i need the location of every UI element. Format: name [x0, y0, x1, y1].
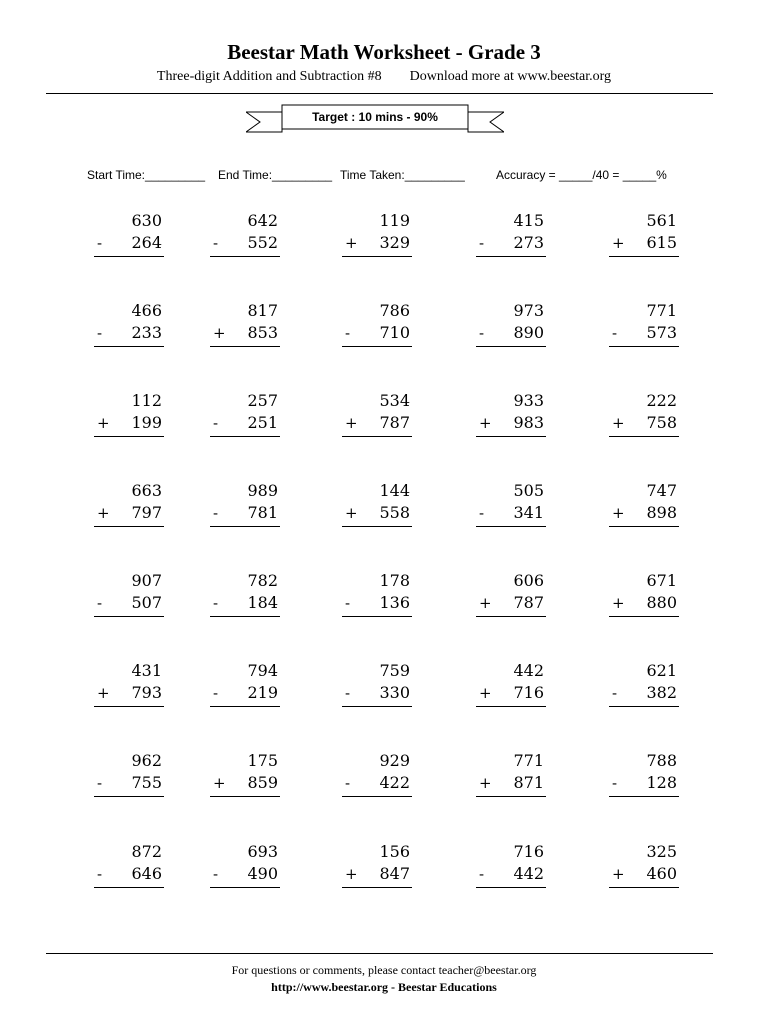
problem-bottom-number: 507: [131, 593, 162, 612]
answer-line: [94, 526, 164, 527]
problem-top-number: 973: [513, 301, 544, 320]
problem-top-number: 663: [131, 481, 162, 500]
problem: [94, 481, 164, 529]
answer-line: [609, 796, 679, 797]
problem-operator: -: [213, 504, 219, 522]
problem-top-number: 415: [513, 211, 544, 230]
problem-top-number: 933: [513, 391, 544, 410]
problem-bottom-number: 983: [513, 413, 544, 432]
answer-line: [342, 256, 412, 257]
answer-line: [476, 887, 546, 888]
problem-top-number: 872: [131, 842, 162, 861]
problem-top-number: 788: [646, 751, 677, 770]
answer-line: [342, 526, 412, 527]
answer-line: [210, 256, 280, 257]
answer-line: [476, 526, 546, 527]
problem-top-number: 466: [131, 301, 162, 320]
answer-line: [94, 887, 164, 888]
problem: [342, 481, 412, 529]
problem: [476, 211, 546, 259]
problem-bottom-number: 755: [131, 773, 162, 792]
problem-top-number: 907: [131, 571, 162, 590]
problem-top-number: 621: [646, 661, 677, 680]
answer-line: [210, 526, 280, 527]
problem-bottom-number: 615: [646, 233, 677, 252]
answer-line: [476, 436, 546, 437]
problem-bottom-number: 136: [379, 593, 410, 612]
problem-operator: -: [97, 594, 103, 612]
problem-top-number: 929: [379, 751, 410, 770]
answer-line: [609, 887, 679, 888]
problem-bottom-number: 871: [513, 773, 544, 792]
answer-line: [210, 346, 280, 347]
problem-bottom-number: 797: [131, 503, 162, 522]
answer-line: [609, 256, 679, 257]
problem-operator: +: [213, 324, 226, 342]
answer-line: [210, 436, 280, 437]
problem: [210, 391, 280, 439]
problem-operator: -: [345, 594, 351, 612]
problem-bottom-number: 460: [646, 864, 677, 883]
problem-operator: -: [612, 684, 618, 702]
problem-bottom-number: 490: [247, 864, 278, 883]
problem-operator: +: [345, 504, 358, 522]
problem: [476, 751, 546, 799]
problem: [210, 571, 280, 619]
answer-line: [476, 346, 546, 347]
problem: [342, 661, 412, 709]
problem-top-number: 442: [513, 661, 544, 680]
problem-operator: +: [479, 414, 492, 432]
problem: [476, 842, 546, 890]
problem: [210, 751, 280, 799]
problem-bottom-number: 219: [247, 683, 278, 702]
problem: [342, 211, 412, 259]
problem: [94, 301, 164, 349]
answer-line: [476, 256, 546, 257]
problem-top-number: 794: [247, 661, 278, 680]
answer-line: [476, 796, 546, 797]
start-time-field: Start Time:_________: [87, 168, 206, 182]
problem-top-number: 534: [379, 391, 410, 410]
problem-operator: -: [213, 234, 219, 252]
problem-operator: +: [97, 414, 110, 432]
problem-operator: -: [213, 414, 219, 432]
problem-bottom-number: 184: [247, 593, 278, 612]
problem-bottom-number: 787: [513, 593, 544, 612]
answer-line: [94, 706, 164, 707]
answer-line: [342, 346, 412, 347]
problem-bottom-number: 442: [513, 864, 544, 883]
problem-operator: -: [612, 774, 618, 792]
problem-operator: -: [213, 865, 219, 883]
problem-bottom-number: 646: [131, 864, 162, 883]
problem-top-number: 431: [131, 661, 162, 680]
problem-top-number: 112: [131, 391, 162, 410]
problem-operator: +: [97, 504, 110, 522]
answer-line: [94, 436, 164, 437]
answer-line: [210, 796, 280, 797]
problem-top-number: 119: [379, 211, 410, 230]
problem: [609, 391, 679, 439]
problem-bottom-number: 251: [247, 413, 278, 432]
problem: [609, 571, 679, 619]
problem-top-number: 747: [646, 481, 677, 500]
accuracy-field: Accuracy = _____/40 = _____%: [496, 168, 667, 182]
problem: [609, 301, 679, 349]
problem-operator: +: [479, 684, 492, 702]
problem-top-number: 771: [513, 751, 544, 770]
problem-operator: +: [612, 414, 625, 432]
problem: [94, 211, 164, 259]
problem-operator: +: [345, 414, 358, 432]
problem-operator: -: [479, 234, 485, 252]
problem: [609, 211, 679, 259]
problem: [342, 301, 412, 349]
problem-top-number: 178: [379, 571, 410, 590]
problem: [609, 661, 679, 709]
problem-top-number: 759: [379, 661, 410, 680]
problem-bottom-number: 787: [379, 413, 410, 432]
header-divider: [46, 93, 713, 94]
problem: [94, 571, 164, 619]
answer-line: [476, 616, 546, 617]
answer-line: [342, 436, 412, 437]
worksheet-title: Beestar Math Worksheet - Grade 3: [227, 40, 541, 64]
problem-top-number: 782: [247, 571, 278, 590]
answer-line: [609, 526, 679, 527]
problem-operator: +: [345, 865, 358, 883]
problem-operator: +: [345, 234, 358, 252]
answer-line: [342, 616, 412, 617]
problem-top-number: 222: [646, 391, 677, 410]
problem-operator: -: [479, 504, 485, 522]
problem-bottom-number: 859: [247, 773, 278, 792]
problem-top-number: 505: [513, 481, 544, 500]
answer-line: [210, 887, 280, 888]
problem-bottom-number: 880: [646, 593, 677, 612]
problem-operator: -: [213, 684, 219, 702]
problem: [210, 301, 280, 349]
problem-bottom-number: 382: [646, 683, 677, 702]
problem-bottom-number: 128: [646, 773, 677, 792]
problem-top-number: 175: [247, 751, 278, 770]
answer-line: [94, 346, 164, 347]
problem-top-number: 716: [513, 842, 544, 861]
problem-bottom-number: 716: [513, 683, 544, 702]
problem: [342, 751, 412, 799]
problem-operator: +: [479, 774, 492, 792]
problem-bottom-number: 422: [379, 773, 410, 792]
answer-line: [342, 796, 412, 797]
problem-bottom-number: 710: [379, 323, 410, 342]
problem-top-number: 642: [247, 211, 278, 230]
worksheet-subtitle: Three-digit Addition and Subtraction #8 Download more at www.beestar.org: [156, 69, 612, 84]
problem: [342, 842, 412, 890]
problem-operator: +: [213, 774, 226, 792]
answer-line: [94, 616, 164, 617]
footer-contact: For questions or comments, please contact teacher@beestar.org: [231, 963, 537, 977]
problem-top-number: 817: [247, 301, 278, 320]
problem-top-number: 693: [247, 842, 278, 861]
problem: [210, 481, 280, 529]
problem: [609, 842, 679, 890]
problem-top-number: 606: [513, 571, 544, 590]
problem-operator: -: [213, 594, 219, 612]
answer-line: [609, 436, 679, 437]
time-taken-field: Time Taken:_________: [340, 168, 465, 182]
problem: [476, 301, 546, 349]
problem-bottom-number: 853: [247, 323, 278, 342]
problem-top-number: 561: [646, 211, 677, 230]
problem-operator: -: [97, 234, 103, 252]
end-time-field: End Time:_________: [218, 168, 333, 182]
problem-operator: -: [479, 324, 485, 342]
problem: [342, 571, 412, 619]
problem-operator: +: [479, 594, 492, 612]
problem-top-number: 671: [646, 571, 677, 590]
answer-line: [342, 706, 412, 707]
problem-top-number: 325: [646, 842, 677, 861]
problem: [476, 391, 546, 439]
problem-bottom-number: 758: [646, 413, 677, 432]
problem: [609, 481, 679, 529]
problem-top-number: 786: [379, 301, 410, 320]
problem: [342, 391, 412, 439]
footer-divider: [46, 953, 713, 954]
footer-link: http://www.beestar.org - Beestar Educations: [271, 980, 497, 994]
problem-bottom-number: 847: [379, 864, 410, 883]
problem: [94, 842, 164, 890]
problem-operator: +: [612, 865, 625, 883]
problem-operator: -: [97, 865, 103, 883]
problem: [210, 211, 280, 259]
problem-bottom-number: 781: [247, 503, 278, 522]
problem-operator: -: [345, 324, 351, 342]
problem-top-number: 962: [131, 751, 162, 770]
answer-line: [94, 256, 164, 257]
problem-operator: +: [612, 504, 625, 522]
problem: [94, 751, 164, 799]
answer-line: [476, 706, 546, 707]
answer-line: [210, 616, 280, 617]
problem-top-number: 156: [379, 842, 410, 861]
answer-line: [342, 887, 412, 888]
problem-bottom-number: 898: [646, 503, 677, 522]
problem-bottom-number: 558: [379, 503, 410, 522]
problem-operator: -: [97, 324, 103, 342]
problem: [476, 661, 546, 709]
problem-operator: +: [612, 594, 625, 612]
answer-line: [609, 346, 679, 347]
problem: [94, 391, 164, 439]
problem-operator: -: [612, 324, 618, 342]
problem: [476, 481, 546, 529]
problem-bottom-number: 273: [513, 233, 544, 252]
problem-operator: +: [612, 234, 625, 252]
problem-bottom-number: 329: [379, 233, 410, 252]
problem: [476, 571, 546, 619]
target-label: Target : 10 mins - 90%: [312, 110, 438, 124]
problem-top-number: 257: [247, 391, 278, 410]
problem-bottom-number: 330: [379, 683, 410, 702]
problem-operator: +: [97, 684, 110, 702]
problem-operator: -: [479, 865, 485, 883]
problem-top-number: 630: [131, 211, 162, 230]
problem-top-number: 771: [646, 301, 677, 320]
problem-bottom-number: 341: [513, 503, 544, 522]
problem-top-number: 989: [247, 481, 278, 500]
problem: [609, 751, 679, 799]
problem-top-number: 144: [379, 481, 410, 500]
problem-bottom-number: 199: [131, 413, 162, 432]
problem: [210, 661, 280, 709]
answer-line: [609, 706, 679, 707]
problem-operator: -: [345, 684, 351, 702]
problem-bottom-number: 793: [131, 683, 162, 702]
problem-operator: -: [345, 774, 351, 792]
problem-bottom-number: 264: [131, 233, 162, 252]
problem-bottom-number: 573: [646, 323, 677, 342]
problem-bottom-number: 552: [247, 233, 278, 252]
answer-line: [94, 796, 164, 797]
answer-line: [210, 706, 280, 707]
problem-bottom-number: 890: [513, 323, 544, 342]
problem-bottom-number: 233: [131, 323, 162, 342]
problem: [94, 661, 164, 709]
problem-operator: -: [97, 774, 103, 792]
answer-line: [609, 616, 679, 617]
problem: [210, 842, 280, 890]
